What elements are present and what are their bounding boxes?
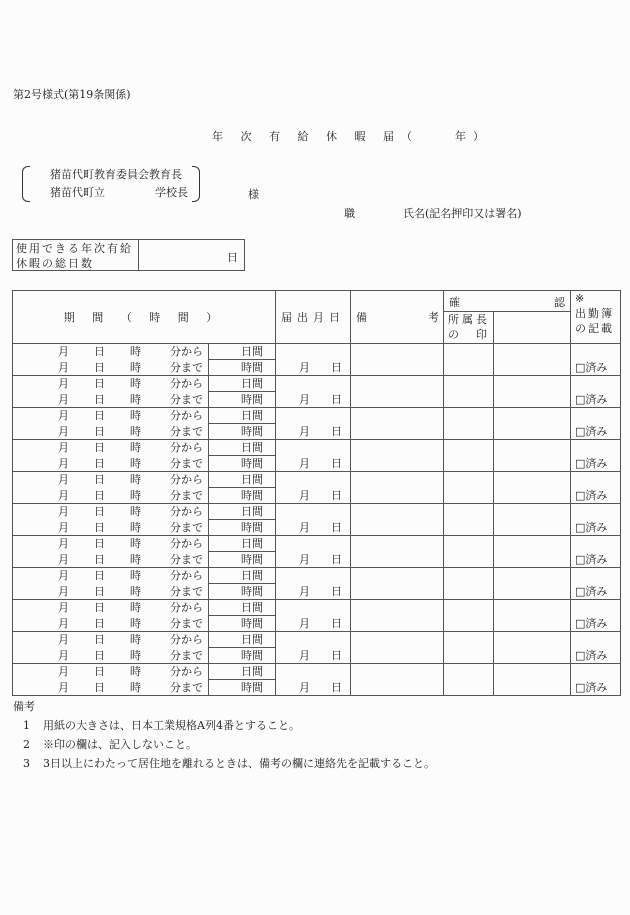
attendance-done-cell[interactable]: □済み — [571, 536, 621, 568]
period-from-cell[interactable] — [13, 600, 209, 616]
filed-date-cell[interactable]: 月 日 — [276, 440, 351, 472]
month-label: 月 — [58, 488, 69, 502]
days-count-cell[interactable]: 日間 — [209, 536, 276, 552]
period-to-cell[interactable] — [13, 680, 209, 696]
page-title: 年 次 有 給 休 暇 届（ 年） — [212, 130, 491, 143]
available-days-label: 使用できる年次有給休暇の総日数 — [16, 242, 133, 270]
minute-label: 分から — [170, 409, 203, 422]
addressee-block — [22, 164, 202, 202]
supervisor-seal-cell[interactable] — [444, 536, 494, 568]
hour-label: 時 — [130, 441, 141, 454]
hour-label: 時 — [130, 552, 141, 566]
day-label: 日 — [94, 424, 105, 438]
attendance-done-cell[interactable]: □済み — [571, 664, 621, 696]
supervisor-seal-cell[interactable] — [444, 472, 494, 504]
addressee-line1: 猪苗代町教育委員会教育長 — [50, 168, 182, 181]
month-label: 月 — [58, 537, 69, 550]
attendance-done-cell[interactable]: □済み — [571, 376, 621, 408]
period-from-cell[interactable] — [13, 376, 209, 392]
table-row — [13, 664, 621, 680]
period-from-cell[interactable] — [13, 632, 209, 648]
header-remarks — [351, 291, 444, 344]
right-bracket — [192, 166, 200, 202]
hour-label: 時 — [130, 488, 141, 502]
month-label: 月 — [58, 648, 69, 662]
days-count-cell[interactable]: 日間 — [209, 440, 276, 456]
minute-label: 分から — [170, 505, 203, 518]
period-to-cell[interactable] — [13, 424, 209, 440]
confirm-blank-cell[interactable] — [494, 344, 571, 376]
hours-count-cell[interactable]: 時間 — [209, 680, 276, 696]
supervisor-seal-cell[interactable] — [444, 600, 494, 632]
remarks-cell[interactable] — [351, 472, 444, 504]
day-label: 日 — [94, 601, 105, 614]
table-row — [13, 536, 621, 552]
day-label: 日 — [94, 520, 105, 534]
confirm-blank-cell[interactable] — [494, 600, 571, 632]
attendance-done-cell[interactable]: □済み — [571, 568, 621, 600]
minute-label: 分から — [170, 441, 203, 454]
day-label: 日 — [94, 441, 105, 454]
table-row — [13, 408, 621, 424]
days-count-cell[interactable]: 日間 — [209, 408, 276, 424]
filed-date-cell[interactable]: 月 日 — [276, 664, 351, 696]
day-label: 日 — [94, 680, 105, 694]
minute-label: 分まで — [170, 488, 203, 502]
confirm-blank-cell[interactable] — [494, 632, 571, 664]
month-label: 月 — [58, 505, 69, 518]
hour-label: 時 — [130, 665, 141, 678]
confirm-blank-cell[interactable] — [494, 376, 571, 408]
month-label: 月 — [58, 633, 69, 646]
days-count-cell[interactable]: 日間 — [209, 376, 276, 392]
table-row — [13, 568, 621, 584]
minute-label: 分から — [170, 537, 203, 550]
days-count-cell[interactable]: 日間 — [209, 600, 276, 616]
available-days-unit: 日 — [227, 251, 238, 264]
day-label: 日 — [94, 392, 105, 406]
confirm-blank-cell[interactable] — [494, 472, 571, 504]
hours-count-cell[interactable]: 時間 — [209, 520, 276, 536]
filed-date-cell[interactable]: 月 日 — [276, 632, 351, 664]
filed-date-cell[interactable]: 月 日 — [276, 376, 351, 408]
note-item-1: 1 用紙の大きさは、日本工業規格A列4番とすること。 — [23, 719, 300, 732]
attendance-done-cell[interactable]: □済み — [571, 440, 621, 472]
period-from-cell[interactable] — [13, 568, 209, 584]
day-label: 日 — [94, 665, 105, 678]
month-label: 月 — [58, 520, 69, 534]
day-label: 日 — [94, 616, 105, 630]
confirm-blank-cell[interactable] — [494, 504, 571, 536]
hour-label: 時 — [130, 537, 141, 550]
day-label: 日 — [94, 537, 105, 550]
period-to-cell[interactable] — [13, 616, 209, 632]
hour-label: 時 — [130, 616, 141, 630]
month-label: 月 — [58, 345, 69, 358]
hour-label: 時 — [130, 584, 141, 598]
left-bracket — [22, 166, 30, 202]
minute-label: 分まで — [170, 520, 203, 534]
hour-label: 時 — [130, 680, 141, 694]
minute-label: 分まで — [170, 456, 203, 470]
period-to-cell[interactable] — [13, 584, 209, 600]
period-from-cell[interactable] — [13, 344, 209, 360]
period-from-cell[interactable] — [13, 536, 209, 552]
day-label: 日 — [94, 488, 105, 502]
period-from-cell[interactable] — [13, 408, 209, 424]
table-row — [13, 632, 621, 648]
header-attendance — [571, 291, 621, 344]
filed-date-cell[interactable]: 月 日 — [276, 344, 351, 376]
hour-label: 時 — [130, 601, 141, 614]
remarks-cell[interactable] — [351, 568, 444, 600]
leave-table — [12, 290, 621, 696]
attendance-done-cell[interactable]: □済み — [571, 504, 621, 536]
attendance-done-cell[interactable]: □済み — [571, 632, 621, 664]
hours-count-cell[interactable]: 時間 — [209, 392, 276, 408]
note-item-3: 3 3日以上にわたって居住地を離れるときは、備考の欄に連絡先を記載すること。 — [23, 757, 435, 770]
hour-label: 時 — [130, 520, 141, 534]
days-count-cell[interactable]: 日間 — [209, 664, 276, 680]
table-row — [13, 504, 621, 520]
hour-label: 時 — [130, 569, 141, 582]
header-confirm — [444, 291, 571, 312]
divider — [138, 240, 139, 270]
name-label: 氏名(記名押印又は署名) — [403, 207, 522, 220]
days-count-cell[interactable]: 日間 — [209, 632, 276, 648]
addressee-line2-right: 学校長 — [155, 186, 188, 199]
header-remarks-b: 考 — [428, 311, 440, 324]
position-label: 職 — [344, 207, 355, 220]
minute-label: 分から — [170, 473, 203, 486]
filed-date-cell[interactable]: 月 日 — [276, 408, 351, 440]
hours-count-cell[interactable]: 時間 — [209, 584, 276, 600]
period-to-cell[interactable] — [13, 520, 209, 536]
hour-label: 時 — [130, 409, 141, 422]
notes — [13, 697, 435, 773]
filed-date-cell[interactable]: 月 日 — [276, 568, 351, 600]
day-label: 日 — [94, 505, 105, 518]
minute-label: 分から — [170, 665, 203, 678]
month-label: 月 — [58, 409, 69, 422]
note-item-2: 2 ※印の欄は、記入しないこと。 — [23, 738, 197, 751]
minute-label: 分まで — [170, 584, 203, 598]
supervisor-seal-cell[interactable] — [444, 408, 494, 440]
header-attendance-label: 出勤簿の記載 — [575, 307, 615, 335]
asterisk-mark: ※ — [575, 292, 587, 305]
day-label: 日 — [94, 633, 105, 646]
month-label: 月 — [58, 377, 69, 390]
header-remarks-a: 備 — [356, 311, 368, 324]
day-label: 日 — [94, 345, 105, 358]
minute-label: 分まで — [170, 424, 203, 438]
day-label: 日 — [94, 409, 105, 422]
period-to-cell[interactable] — [13, 648, 209, 664]
filed-date-cell[interactable]: 月 日 — [276, 504, 351, 536]
month-label: 月 — [58, 424, 69, 438]
supervisor-seal-cell[interactable] — [444, 568, 494, 600]
hour-label: 時 — [130, 360, 141, 374]
remarks-cell[interactable] — [351, 376, 444, 408]
table-row — [13, 600, 621, 616]
days-count-cell[interactable]: 日間 — [209, 472, 276, 488]
table-row — [13, 472, 621, 488]
form-number: 第2号様式(第19条関係) — [13, 88, 131, 101]
remarks-cell[interactable] — [351, 536, 444, 568]
day-label: 日 — [94, 552, 105, 566]
remarks-cell[interactable] — [351, 344, 444, 376]
month-label: 月 — [58, 441, 69, 454]
filed-date-cell[interactable]: 月 日 — [276, 600, 351, 632]
confirm-blank-cell[interactable] — [494, 408, 571, 440]
minute-label: 分まで — [170, 616, 203, 630]
day-label: 日 — [94, 648, 105, 662]
supervisor-seal-cell[interactable] — [444, 504, 494, 536]
minute-label: 分まで — [170, 360, 203, 374]
month-label: 月 — [58, 601, 69, 614]
honorific: 様 — [248, 188, 259, 201]
available-days-box — [12, 239, 245, 271]
month-label: 月 — [58, 552, 69, 566]
hours-count-cell[interactable]: 時間 — [209, 552, 276, 568]
hour-label: 時 — [130, 392, 141, 406]
attendance-done-cell[interactable]: □済み — [571, 344, 621, 376]
confirm-blank-cell[interactable] — [494, 568, 571, 600]
month-label: 月 — [58, 456, 69, 470]
month-label: 月 — [58, 665, 69, 678]
remarks-cell[interactable] — [351, 408, 444, 440]
period-to-cell[interactable] — [13, 456, 209, 472]
attendance-done-cell[interactable]: □済み — [571, 408, 621, 440]
remarks-cell[interactable] — [351, 504, 444, 536]
days-count-cell[interactable]: 日間 — [209, 568, 276, 584]
header-confirm-a: 確 — [449, 296, 461, 309]
hour-label: 時 — [130, 648, 141, 662]
header-filed-date: 届出月日 — [276, 291, 351, 344]
hours-count-cell[interactable]: 時間 — [209, 456, 276, 472]
days-count-cell[interactable]: 日間 — [209, 344, 276, 360]
minute-label: 分まで — [170, 552, 203, 566]
confirm-blank-cell[interactable] — [494, 664, 571, 696]
hours-count-cell[interactable]: 時間 — [209, 424, 276, 440]
table-row — [13, 376, 621, 392]
remarks-cell[interactable] — [351, 664, 444, 696]
filed-date-cell[interactable]: 月 日 — [276, 536, 351, 568]
minute-label: 分から — [170, 569, 203, 582]
period-from-cell[interactable] — [13, 440, 209, 456]
minute-label: 分まで — [170, 680, 203, 694]
period-from-cell[interactable] — [13, 664, 209, 680]
header-confirm-b: 認 — [554, 296, 566, 309]
month-label: 月 — [58, 616, 69, 630]
attendance-done-cell[interactable]: □済み — [571, 600, 621, 632]
table-row — [13, 344, 621, 360]
hour-label: 時 — [130, 505, 141, 518]
confirm-blank-cell[interactable] — [494, 536, 571, 568]
day-label: 日 — [94, 377, 105, 390]
header-supervisor-seal: 所属長の 印 — [444, 312, 494, 344]
hour-label: 時 — [130, 633, 141, 646]
header-blank — [494, 312, 571, 344]
period-to-cell[interactable] — [13, 552, 209, 568]
day-label: 日 — [94, 360, 105, 374]
period-to-cell[interactable] — [13, 488, 209, 504]
attendance-done-cell[interactable]: □済み — [571, 472, 621, 504]
filed-date-cell[interactable]: 月 日 — [276, 472, 351, 504]
supervisor-seal-cell[interactable] — [444, 344, 494, 376]
minute-label: 分から — [170, 601, 203, 614]
hour-label: 時 — [130, 377, 141, 390]
day-label: 日 — [94, 456, 105, 470]
hour-label: 時 — [130, 424, 141, 438]
addressee-line2-left: 猪苗代町立 — [50, 186, 105, 199]
hours-count-cell[interactable]: 時間 — [209, 360, 276, 376]
month-label: 月 — [58, 473, 69, 486]
month-label: 月 — [58, 680, 69, 694]
hours-count-cell[interactable]: 時間 — [209, 488, 276, 504]
day-label: 日 — [94, 584, 105, 598]
supervisor-seal-cell[interactable] — [444, 664, 494, 696]
remarks-cell[interactable] — [351, 440, 444, 472]
hour-label: 時 — [130, 456, 141, 470]
period-from-cell[interactable] — [13, 504, 209, 520]
confirm-blank-cell[interactable] — [494, 440, 571, 472]
month-label: 月 — [58, 392, 69, 406]
period-to-cell[interactable] — [13, 360, 209, 376]
remarks-cell[interactable] — [351, 600, 444, 632]
period-from-cell[interactable] — [13, 472, 209, 488]
hours-count-cell[interactable]: 時間 — [209, 616, 276, 632]
month-label: 月 — [58, 569, 69, 582]
table-row — [13, 440, 621, 456]
hour-label: 時 — [130, 345, 141, 358]
days-count-cell[interactable]: 日間 — [209, 504, 276, 520]
supervisor-seal-cell[interactable] — [444, 376, 494, 408]
month-label: 月 — [58, 584, 69, 598]
header-period: 期 間 （ 時 間 ） — [13, 291, 276, 344]
notes-heading: 備考 — [13, 700, 35, 713]
period-to-cell[interactable] — [13, 392, 209, 408]
hour-label: 時 — [130, 473, 141, 486]
day-label: 日 — [94, 473, 105, 486]
minute-label: 分まで — [170, 648, 203, 662]
supervisor-seal-cell[interactable] — [444, 440, 494, 472]
hours-count-cell[interactable]: 時間 — [209, 648, 276, 664]
minute-label: 分から — [170, 633, 203, 646]
supervisor-seal-cell[interactable] — [444, 632, 494, 664]
remarks-cell[interactable] — [351, 632, 444, 664]
minute-label: 分から — [170, 345, 203, 358]
day-label: 日 — [94, 569, 105, 582]
month-label: 月 — [58, 360, 69, 374]
minute-label: 分まで — [170, 392, 203, 406]
minute-label: 分から — [170, 377, 203, 390]
